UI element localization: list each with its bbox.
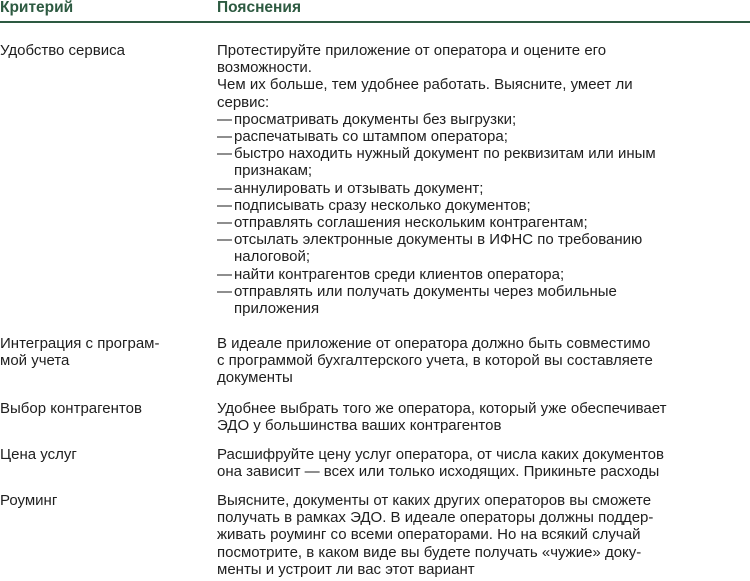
explanation-line: она зависит — всех или только исходящих. Прикиньте расходы: [217, 463, 660, 481]
table-header: [0, 0, 750, 22]
list-item-text: аннулировать и отзывать документ;: [234, 179, 484, 197]
dash-bullet: —: [217, 128, 232, 146]
explanation-line: сервис:: [217, 93, 270, 111]
list-item-continuation: [217, 248, 747, 265]
explanation-line: Удобнее выбрать того же оператора, который уже обеспечивает: [217, 400, 667, 417]
criterion-line: Интеграция с програм-: [0, 335, 160, 352]
list-item-continuation: [217, 162, 747, 179]
explanation-line: ЭДО у большинства ваших контрагентов: [217, 417, 502, 435]
criterion-cell: [0, 400, 205, 417]
explanation-cell: [217, 42, 747, 317]
list-item-text: приложения: [234, 300, 320, 318]
explanation-line: живать роуминг со всеми операторами. Но на всякий случай: [217, 526, 641, 544]
list-item-continuation: [217, 300, 747, 317]
list-item-text: отправлять соглашения нескольким контрагентам;: [234, 214, 588, 232]
explanation-line: Чем их больше, тем удобнее работать. Выясните, умеет ли: [217, 76, 633, 94]
list-item: [217, 283, 747, 300]
list-item: [217, 266, 747, 283]
dash-bullet: —: [217, 196, 232, 214]
list-item-text: признакам;: [234, 162, 313, 180]
dash-bullet: —: [217, 145, 232, 163]
criterion-cell: [0, 42, 205, 59]
explanation-line: Расшифруйте цену услуг оператора, от числа каких документов: [217, 446, 664, 463]
dash-bullet: —: [217, 231, 232, 249]
header-criterion: Критерий: [0, 0, 74, 16]
list-item-text: быстро находить нужный документ по реквизитам или иным: [234, 145, 656, 163]
dash-bullet: —: [217, 214, 232, 232]
explanation-cell: [217, 492, 747, 578]
list-item: [217, 145, 747, 162]
dash-bullet: —: [217, 282, 232, 300]
explanation-cell: [217, 446, 747, 480]
list-item: [217, 197, 747, 214]
explanation-line: Выясните, документы от каких других операторов вы сможете: [217, 492, 652, 509]
list-item-text: отправлять или получать документы через мобильные: [234, 282, 617, 300]
list-item: [217, 231, 747, 248]
explanation-line: менты и устроит ли вас этот вариант: [217, 560, 475, 578]
list-item-text: распечатывать со штампом оператора;: [234, 128, 508, 146]
explanation-cell: [217, 400, 747, 434]
list-item: [217, 180, 747, 197]
list-item: [217, 128, 747, 145]
explanation-line: с программой бухгалтерского учета, в которой вы составляете: [217, 352, 653, 370]
criterion-line: Выбор контрагентов: [0, 400, 142, 417]
header-divider: [0, 21, 750, 23]
list-item-text: найти контрагентов среди клиентов оператора;: [234, 265, 565, 283]
dash-bullet: —: [217, 265, 232, 283]
list-item-text: подписывать сразу несколько документов;: [234, 196, 531, 214]
dash-bullet: —: [217, 179, 232, 197]
criterion-line: Удобство сервиса: [0, 42, 125, 59]
list-item: [217, 214, 747, 231]
list-item-text: просматривать документы без выгрузки;: [234, 110, 517, 128]
explanation-line: получать в рамках ЭДО. В идеале операторы должны поддер-: [217, 509, 654, 527]
explanation-cell: [217, 335, 747, 387]
explanation-line: возможности.: [217, 59, 312, 77]
list-item-text: налоговой;: [234, 248, 311, 266]
criterion-cell: [0, 492, 205, 509]
list-item: [217, 111, 747, 128]
criterion-line: мой учета: [0, 352, 70, 370]
explanation-line: В идеале приложение от оператора должно быть совместимо: [217, 335, 651, 352]
criterion-cell: [0, 335, 205, 369]
criterion-line: Роуминг: [0, 492, 58, 509]
header-explanation: Пояснения: [217, 0, 301, 16]
dash-bullet: —: [217, 110, 232, 128]
explanation-line: Протестируйте приложение от оператора и оцените его: [217, 42, 607, 59]
explanation-line: документы: [217, 369, 293, 387]
explanation-line: посмотрите, в каком виде вы будете получать «чужие» доку-: [217, 543, 642, 561]
criterion-line: Цена услуг: [0, 446, 77, 463]
criterion-cell: [0, 446, 205, 463]
list-item-text: отсылать электронные документы в ИФНС по требованию: [234, 231, 643, 249]
